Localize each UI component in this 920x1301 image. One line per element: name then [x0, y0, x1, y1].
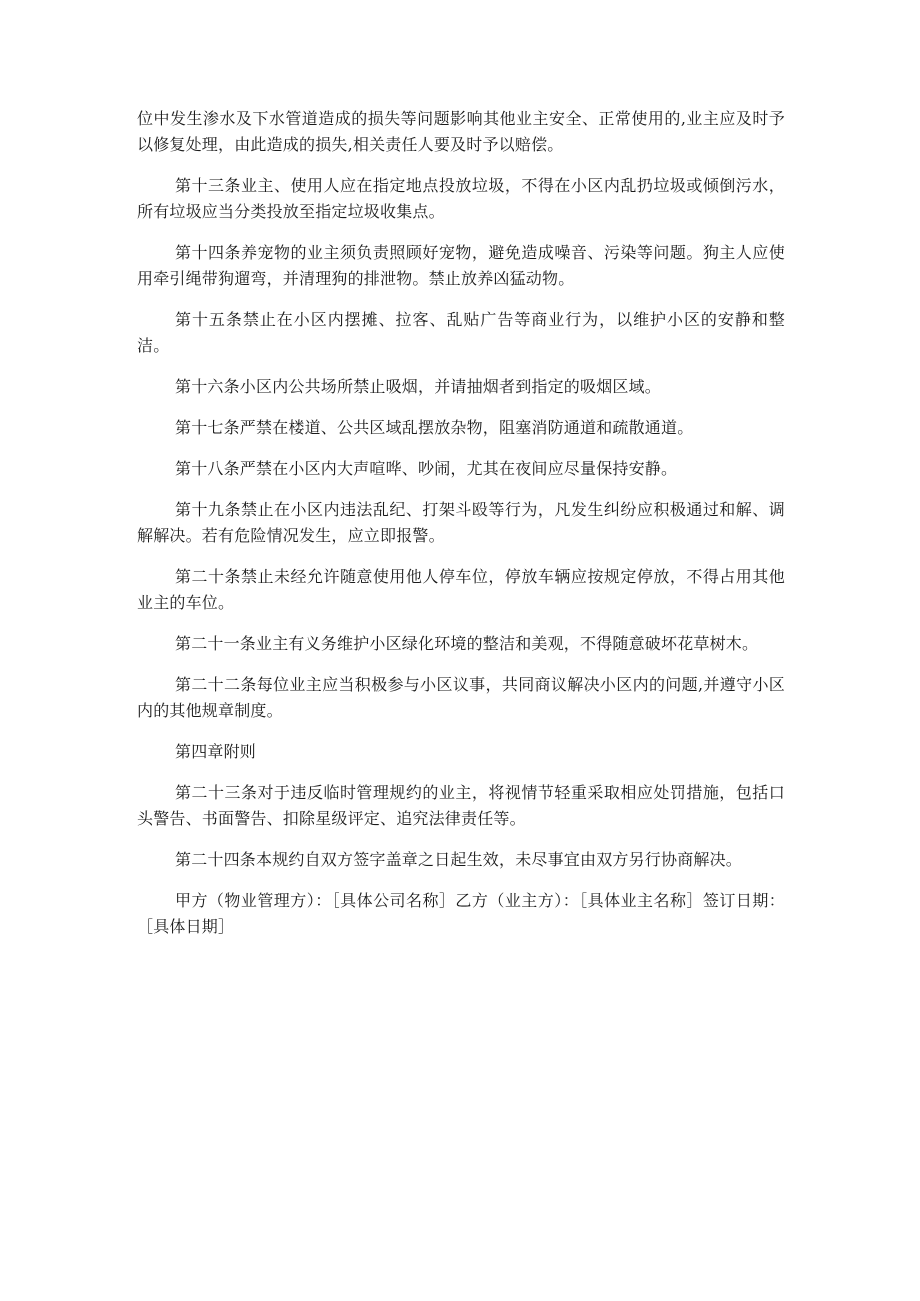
article-17: 第十七条严禁在楼道、公共区域乱摆放杂物，阻塞消防通道和疏散通道。: [175, 418, 694, 437]
article-16: 第十六条小区内公共场所禁止吸烟，并请抽烟者到指定的吸烟区域。: [175, 377, 662, 396]
article-13: 第十三条业主、使用人应在指定地点投放垃圾，不得在小区内乱扔垃圾或倾倒污水，所有垃圾应当分类投放至指定垃圾收集点。: [137, 176, 785, 221]
article-18: 第十八条严禁在小区内大声喧哗、吵闹，尤其在夜间应尽量保持安静。: [175, 459, 678, 478]
article-23: 第二十三条对于违反临时管理规约的业主，将视情节轻重采取相应处罚措施，包括口头警告、书面警告、扣除星级评定、追究法律责任等。: [137, 783, 785, 828]
article-15: 第十五条禁止在小区内摆摊、拉客、乱贴广告等商业行为，以维护小区的安静和整洁。: [137, 310, 785, 355]
article-24: 第二十四条本规约自双方签字盖章之日起生效，未尽事宜由双方另行协商解决。: [175, 850, 743, 869]
document-body: [137, 106, 785, 955]
chapter-heading: 第四章附则: [175, 742, 257, 761]
signature-line: 甲方（物业管理方）：［具体公司名称］乙方（业主方）：［具体业主名称］签订日期：［具体日期］: [137, 891, 785, 936]
article-21: 第二十一条业主有义务维护小区绿化环境的整洁和美观，不得随意破坏花草树木。: [175, 634, 759, 653]
article-20: 第二十条禁止未经允许随意使用他人停车位，停放车辆应按规定停放，不得占用其他业主的车位。: [137, 567, 785, 612]
article-22: 第二十二条每位业主应当积极参与小区议事，共同商议解决小区内的问题,并遵守小区内的其他规章制度。: [137, 675, 785, 720]
paragraph-continuation: 位中发生渗水及下水管道造成的损失等问题影响其他业主安全、正常使用的,业主应及时予以修复处理，由此造成的损失,相关责任人要及时予以赔偿。: [137, 109, 785, 154]
article-14: 第十四条养宠物的业主须负责照顾好宠物，避免造成噪音、污染等问题。狗主人应使用牵引绳带狗遛弯，并清理狗的排泄物。禁止放养凶猛动物。: [137, 243, 785, 288]
article-19: 第十九条禁止在小区内违法乱纪、打架斗殴等行为，凡发生纠纷应积极通过和解、调解解决。若有危险情况发生，应立即报警。: [137, 500, 785, 545]
